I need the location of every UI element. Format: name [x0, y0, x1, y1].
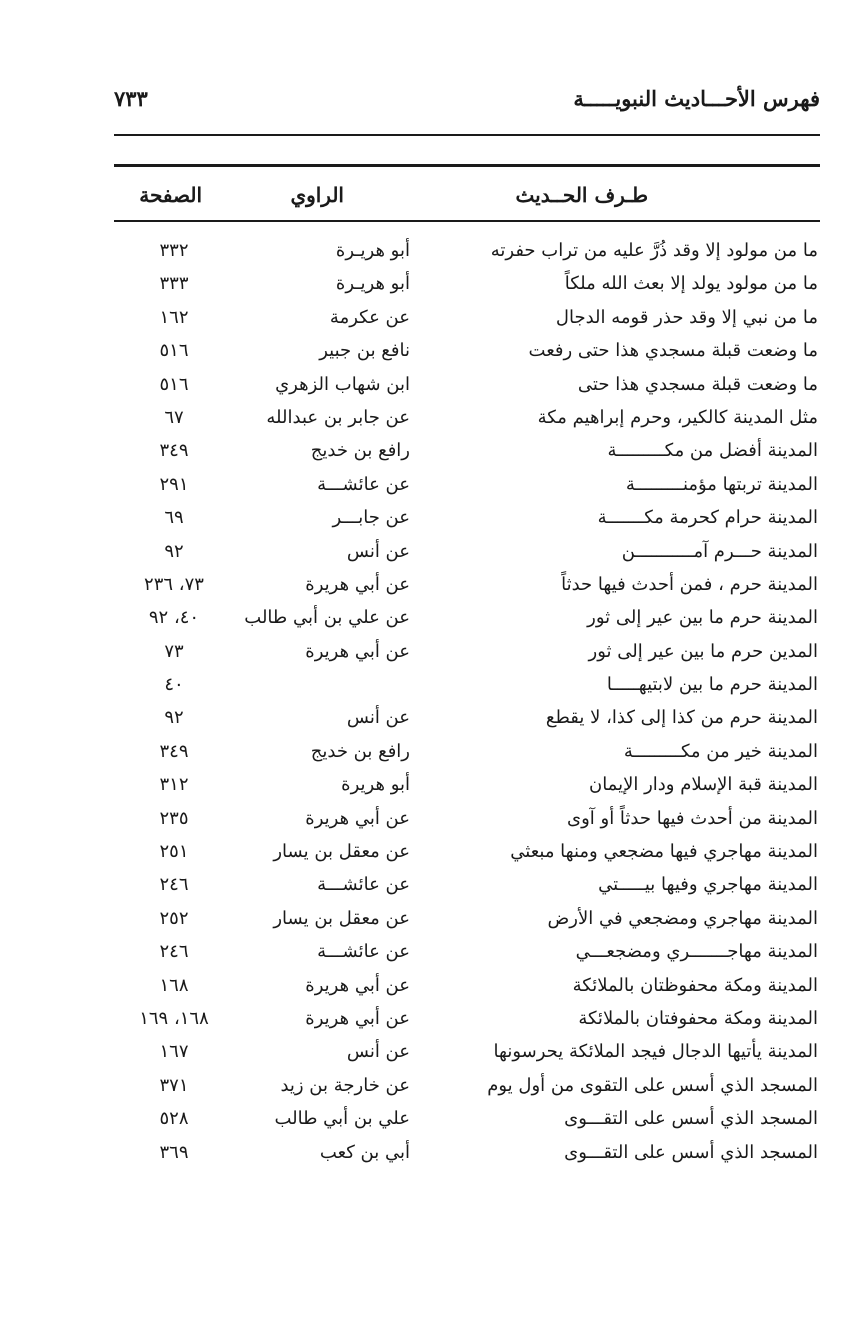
rawi-name: عن عكرمة: [329, 306, 410, 328]
page-ref: ٧٣، ٢٣٦: [144, 573, 204, 595]
hadith-text: ما من نبي إلا وقد حذر قومه الدجال: [555, 306, 818, 328]
table-row: [114, 737, 820, 770]
table-row: [114, 570, 820, 603]
hadith-text: ما وضعت قبلة مسجدي هذا حتى: [577, 373, 818, 395]
rawi-name: أبو هريرة: [341, 774, 410, 796]
table-row: [114, 269, 820, 302]
rawi-name: عن أبي هريرة: [305, 807, 410, 829]
hadith-text: المدينة من أحدث فيها حدثاً أو آوى: [567, 807, 818, 829]
page-ref: ٥١٦: [159, 373, 189, 395]
rawi-name: عن أنس: [346, 1041, 410, 1063]
hadith-text: المدينة مهاجري ومضجعي في الأرض: [547, 907, 818, 929]
table-row: [114, 804, 820, 837]
page-ref: ٦٧: [164, 406, 184, 428]
rawi-name: عن عائشـــة: [317, 941, 410, 963]
page-ref: ٤٠، ٩٢: [148, 607, 200, 629]
page-ref: ٣٤٩: [159, 440, 189, 462]
rawi-name: عن خارجة بن زيد: [280, 1074, 410, 1096]
page-ref: ٢٣٥: [159, 807, 189, 829]
hadith-text: المدينة حرم ، فمن أحدث فيها حدثاً: [561, 573, 818, 595]
table-row: [114, 303, 820, 336]
table-row: [114, 937, 820, 970]
page-ref: ١٦٨، ١٦٩: [139, 1007, 209, 1029]
rawi-name: عن أبي هريرة: [305, 640, 410, 662]
page-ref: ١٦٨: [159, 974, 189, 996]
page-ref: ٦٩: [164, 507, 184, 529]
rawi-name: علي بن أبي طالب: [274, 1108, 410, 1130]
column-header-rule: [114, 220, 820, 222]
table-row: [114, 603, 820, 636]
hadith-text: المدينة خير من مكـــــــــة: [623, 740, 818, 762]
page-ref: ٩٢: [164, 540, 184, 562]
table-row: [114, 436, 820, 469]
page-ref: ١٦٧: [159, 1041, 189, 1063]
page-number: ٧٣٣: [114, 86, 148, 111]
table-row: [114, 403, 820, 436]
page-ref: ٤٠: [164, 674, 184, 696]
hadith-text: المدينة تربتها مؤمنـــــــــة: [625, 473, 818, 495]
page-ref: ٢٥١: [159, 841, 189, 863]
rawi-name: عن أبي هريرة: [305, 974, 410, 996]
rawi-name: عن أبي هريرة: [305, 573, 410, 595]
hadith-text: ما وضعت قبلة مسجدي هذا حتى رفعت: [528, 340, 818, 362]
page-ref: ٣٦٩: [159, 1141, 189, 1163]
page-ref: ٢٩١: [159, 473, 189, 495]
table-row: [114, 1071, 820, 1104]
rawi-name: عن معقل بن يسار: [273, 907, 410, 929]
table-row: [114, 370, 820, 403]
rawi-name: عن أنس: [346, 540, 410, 562]
rawi-name: رافع بن خديج: [310, 740, 410, 762]
hadith-text: المدينة ومكة محفوفتان بالملائكة: [578, 1007, 818, 1029]
page-ref: ١٦٢: [159, 306, 189, 328]
page-ref: ٧٣: [164, 640, 184, 662]
page-ref: ٥٢٨: [159, 1108, 189, 1130]
rawi-name: عن عائشـــة: [317, 473, 410, 495]
hadith-text: مثل المدينة كالكير، وحرم إبراهيم مكة: [537, 406, 818, 428]
table-row: [114, 1004, 820, 1037]
table-row: [114, 870, 820, 903]
hadith-text: المدينة حرام كحرمة مكـــــــة: [597, 507, 818, 529]
table-row: [114, 503, 820, 536]
rawi-name: أبو هريـرة: [335, 273, 410, 295]
table-row: [114, 637, 820, 670]
hadith-text: المدينة قبة الإسلام ودار الإيمان: [588, 774, 818, 796]
hadith-text: المدينة مهاجـــــــري ومضجعـــي: [575, 941, 818, 963]
column-header-page: الصفحة: [139, 183, 202, 207]
hadith-text: ما من مولود يولد إلا بعث الله ملكاً: [564, 273, 818, 295]
page-ref: ٢٤٦: [159, 874, 189, 896]
page-ref: ٣٣٣: [159, 273, 189, 295]
rawi-name: عن معقل بن يسار: [273, 841, 410, 863]
table-row: [114, 1104, 820, 1137]
hadith-text: المسجد الذي أسس على التقوى من أول يوم: [487, 1074, 818, 1096]
rawi-name: عن أنس: [346, 707, 410, 729]
table-row: [114, 837, 820, 870]
hadith-text: المدينة مهاجري وفيها بيـــــتي: [598, 874, 818, 896]
table-row: [114, 904, 820, 937]
hadith-text: المدين حرم ما بين عير إلى ثور: [588, 640, 818, 662]
page-ref: ٩٢: [164, 707, 184, 729]
page-title: فهرس الأحـــاديث النبويـــــة: [573, 86, 820, 111]
rawi-name: أبي بن كعب: [319, 1141, 410, 1163]
table-row: [114, 537, 820, 570]
table-row: [114, 971, 820, 1004]
hadith-text: ما من مولود إلا وقد ذُرَّ عليه من تراب حفرته: [490, 240, 818, 261]
table-row: [114, 470, 820, 503]
rawi-name: نافع بن جبير: [319, 340, 410, 362]
rawi-name: رافع بن خديج: [310, 440, 410, 462]
hadith-text: المسجد الذي أسس على التقـــوى: [564, 1141, 818, 1163]
table-row: [114, 770, 820, 803]
rawi-name: عن أبي هريرة: [305, 1007, 410, 1029]
hadith-text: المدينة حرم ما بين لابتيهـــــا: [606, 674, 818, 696]
rawi-name: ابن شهاب الزهري: [275, 373, 410, 395]
table-row: [114, 1138, 820, 1171]
hadith-text: المدينة يأتيها الدجال فيجد الملائكة يحرسونها: [493, 1041, 818, 1063]
hadith-text: المدينة حرم من كذا إلى كذا، لا يقطع: [545, 707, 818, 729]
hadith-text: المدينة حرم ما بين عير إلى ثور: [587, 607, 818, 629]
table-row: [114, 236, 820, 269]
page-header: [114, 86, 820, 122]
hadith-text: المدينة حـــرم آمـــــــــــن: [621, 540, 818, 562]
rawi-name: عن عائشـــة: [317, 874, 410, 896]
page-ref: ٥١٦: [159, 340, 189, 362]
column-header-rawi: الراوي: [290, 183, 344, 207]
page-ref: ٢٤٦: [159, 941, 189, 963]
rawi-name: عن جابـــر: [332, 507, 410, 529]
column-header-hadith: طـرف الحــديث: [515, 183, 648, 207]
header-rule: [114, 134, 820, 136]
table-row: [114, 670, 820, 703]
table-top-rule: [114, 164, 820, 167]
rawi-name: أبو هريـرة: [335, 240, 410, 261]
hadith-text: المدينة ومكة محفوظتان بالملائكة: [572, 974, 818, 996]
page-ref: ٣٧١: [159, 1074, 189, 1096]
rawi-name: عن جابر بن عبدالله: [266, 406, 410, 428]
hadith-text: المسجد الذي أسس على التقـــوى: [564, 1108, 818, 1130]
table-row: [114, 336, 820, 369]
page-ref: ٣٤٩: [159, 740, 189, 762]
table-row: [114, 703, 820, 736]
hadith-text: المدينة مهاجري فيها مضجعي ومنها مبعثي: [510, 841, 818, 863]
rawi-name: عن علي بن أبي طالب: [244, 607, 410, 629]
page-ref: ٢٥٢: [159, 907, 189, 929]
table-row: [114, 1037, 820, 1070]
page-ref: ٣١٢: [159, 774, 189, 796]
hadith-text: المدينة أفضل من مكـــــــــة: [607, 440, 818, 462]
index-table-body: [114, 236, 820, 1171]
page-ref: ٣٣٢: [159, 240, 189, 261]
